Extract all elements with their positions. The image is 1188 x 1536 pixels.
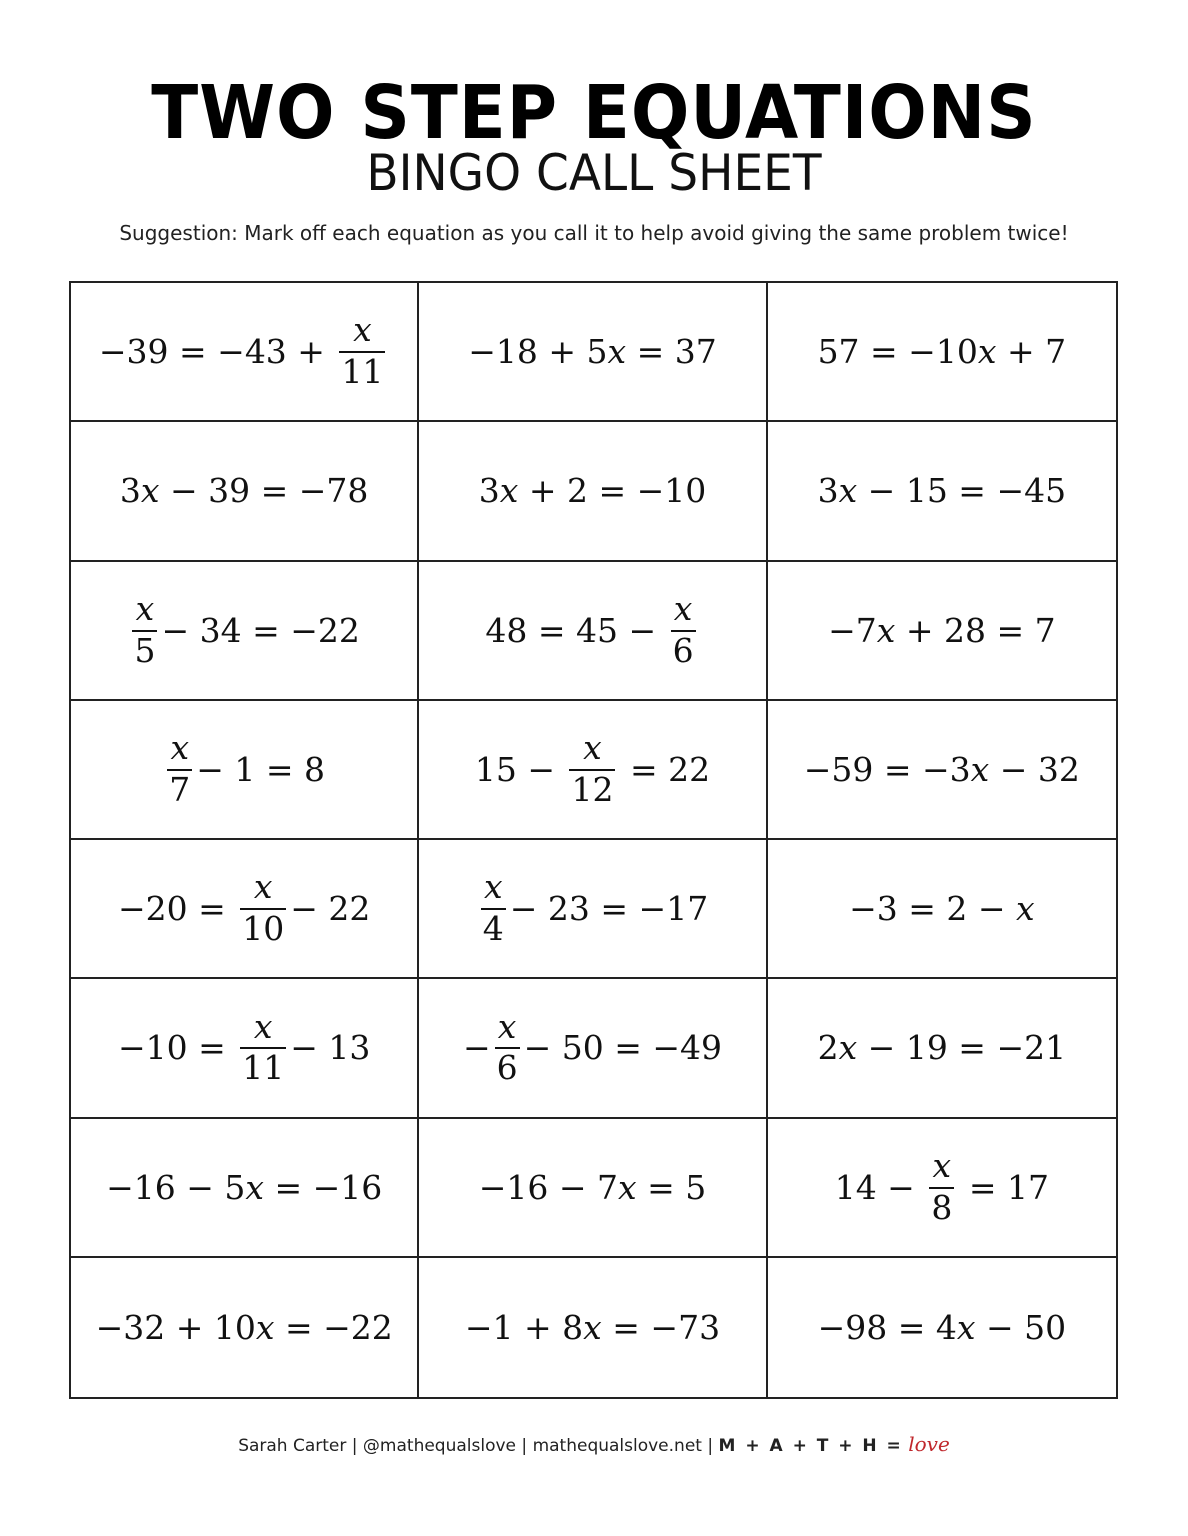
equation [849,889,1035,928]
equation [818,1028,1067,1067]
variable: x [876,610,896,650]
equation-text: 3 [817,471,839,511]
equation-cell [71,701,419,840]
variable: x [607,332,627,372]
fraction-numerator: x [932,1145,952,1185]
equation-text: + 7 [996,332,1067,372]
equation-text: 57 = −10 [817,332,978,372]
suggestion-text: Suggestion: Mark off each equation as you call it to help avoid giving the same problem twice! [119,221,1069,245]
equation-cell [768,422,1116,561]
equation-cell [419,1258,767,1397]
equation-text: −10 = [117,1028,237,1068]
equation-text: − 32 [989,749,1080,789]
equation [117,867,371,949]
equation-text: −16 − 5 [106,1167,246,1207]
equation [474,728,711,809]
fraction-denominator: 12 [571,769,614,809]
fraction-denominator: 11 [341,352,384,392]
fraction [481,867,506,949]
equation [106,1168,382,1207]
variable: x [583,1307,602,1347]
equation-cell [768,979,1116,1118]
fraction [495,1006,520,1088]
fraction-numerator: x [170,728,190,768]
equation-text: − [462,1028,491,1068]
fraction [339,310,385,392]
equation [465,1308,720,1347]
equation [120,471,369,510]
equation [128,588,360,670]
equation-text: − 13 [290,1028,371,1068]
equation-cell [419,979,767,1118]
variable: x [838,1028,858,1068]
equation-text: = −73 [601,1307,721,1347]
fraction-numerator: x [253,1006,273,1046]
fraction [132,588,157,670]
equation-cell [768,283,1116,422]
equation-text: −59 = −3 [803,749,971,789]
fraction [240,867,286,949]
fraction-numerator: x [497,1006,517,1046]
fraction-denominator: 10 [242,909,285,949]
footer-handle: @mathequalslove [362,1436,517,1456]
equation-text: −3 = 2 − [849,889,1016,929]
equation-cell [71,562,419,701]
equation-cell [419,840,767,979]
equation-cell [71,1119,419,1258]
equation-text: = 5 [636,1167,707,1207]
equation-cell [71,840,419,979]
equation-cell [419,1119,767,1258]
footer-brand: M + A + T + H = [718,1436,903,1456]
equation-cell [768,701,1116,840]
equation [117,1006,371,1088]
equation-cell [71,422,419,561]
equation-cell [768,1119,1116,1258]
footer-site: mathequalslove.net [532,1436,702,1456]
equation-text: + 28 = 7 [895,610,1056,650]
variable: x [618,1167,637,1207]
variable: x [970,749,990,789]
equation-text: 3 [119,471,141,511]
fraction-denominator: 11 [242,1048,285,1088]
equation-text: = 17 [958,1167,1049,1207]
fraction-numerator: x [253,867,273,907]
equation-text: −39 = −43 + [98,332,336,372]
equation-cell [768,1258,1116,1397]
equation-text: − 19 = −21 [857,1028,1067,1068]
equation [828,611,1056,650]
fraction-denominator: 6 [496,1048,518,1088]
equation [98,310,390,392]
fraction-denominator: 7 [169,769,191,809]
equation [479,471,707,510]
equation-cell [419,562,767,701]
equation-text: −1 + 8 [464,1307,584,1347]
equation-text: − 22 [290,889,371,929]
variable: x [977,332,997,372]
footer-author: Sarah Carter [238,1436,347,1456]
page-subtitle: BINGO CALL SHEET [366,144,822,202]
page-title: TWO STEP EQUATIONS [151,70,1037,156]
equation [468,332,717,371]
equation-text: −18 + 5 [468,332,608,372]
fraction [167,728,192,809]
fraction-numerator: x [483,867,503,907]
equation-cell [71,1258,419,1397]
equation [485,588,699,670]
equation-text: + 2 = −10 [518,471,707,511]
equation-grid [69,281,1118,1399]
fraction [240,1006,286,1088]
equation [804,750,1080,789]
fraction-denominator: 6 [672,630,694,670]
equation [818,1308,1067,1347]
variable: x [956,1307,976,1347]
equation-text: = −16 [263,1167,383,1207]
equation-cell [768,840,1116,979]
equation-cell [71,283,419,422]
equation-text: −7 [828,610,877,650]
equation [479,1168,707,1207]
equation-text: 15 − [474,749,566,789]
equation [834,1145,1049,1227]
footer-separator: | [346,1436,363,1456]
fraction [569,728,615,809]
footer-brand-love: love [908,1432,950,1456]
equation-cell [768,562,1116,701]
equation-text: − 15 = −45 [857,471,1067,511]
footer [0,1432,1188,1458]
equation-text: −16 − 7 [478,1167,618,1207]
variable: x [499,471,519,511]
equation-text: 3 [478,471,500,511]
fraction-numerator: x [135,588,155,628]
variable: x [838,471,858,511]
equation [818,332,1067,371]
equation-text: − 50 = −49 [523,1028,723,1068]
equation [163,728,326,809]
fraction-numerator: x [673,588,693,628]
equation-text: −20 = [117,889,237,929]
variable: x [1015,889,1035,929]
equation [462,1006,723,1088]
fraction-numerator: x [353,310,372,350]
fraction-denominator: 5 [134,630,156,670]
equation-text: − 34 = −22 [161,610,360,650]
variable: x [245,1167,264,1207]
fraction [671,588,696,670]
equation-text: = −22 [274,1307,393,1347]
equation-text: 48 = 45 − [485,610,667,650]
equation-text: −32 + 10 [95,1307,256,1347]
fraction [929,1145,954,1227]
equation-text: − 23 = −17 [509,889,709,929]
equation [818,471,1067,510]
equation-text: − 50 [975,1307,1067,1347]
equation-cell [71,979,419,1118]
equation-cell [419,422,767,561]
footer-separator: | [516,1436,533,1456]
equation-text: −98 = 4 [817,1307,957,1347]
equation-text: 2 [817,1028,839,1068]
equation [96,1308,393,1347]
fraction-denominator: 8 [931,1187,953,1227]
equation-text: = 22 [619,749,711,789]
fraction-denominator: 4 [482,909,504,949]
footer-separator: | [701,1436,719,1456]
equation-cell [419,283,767,422]
equation-text: 14 − [834,1167,926,1207]
equation-text: − 39 = −78 [159,471,369,511]
fraction-numerator: x [583,728,602,768]
equation [477,867,709,949]
equation-text: − 1 = 8 [196,749,326,789]
equation-text: = 37 [626,332,717,372]
variable: x [140,471,160,511]
equation-cell [419,701,767,840]
variable: x [255,1307,275,1347]
